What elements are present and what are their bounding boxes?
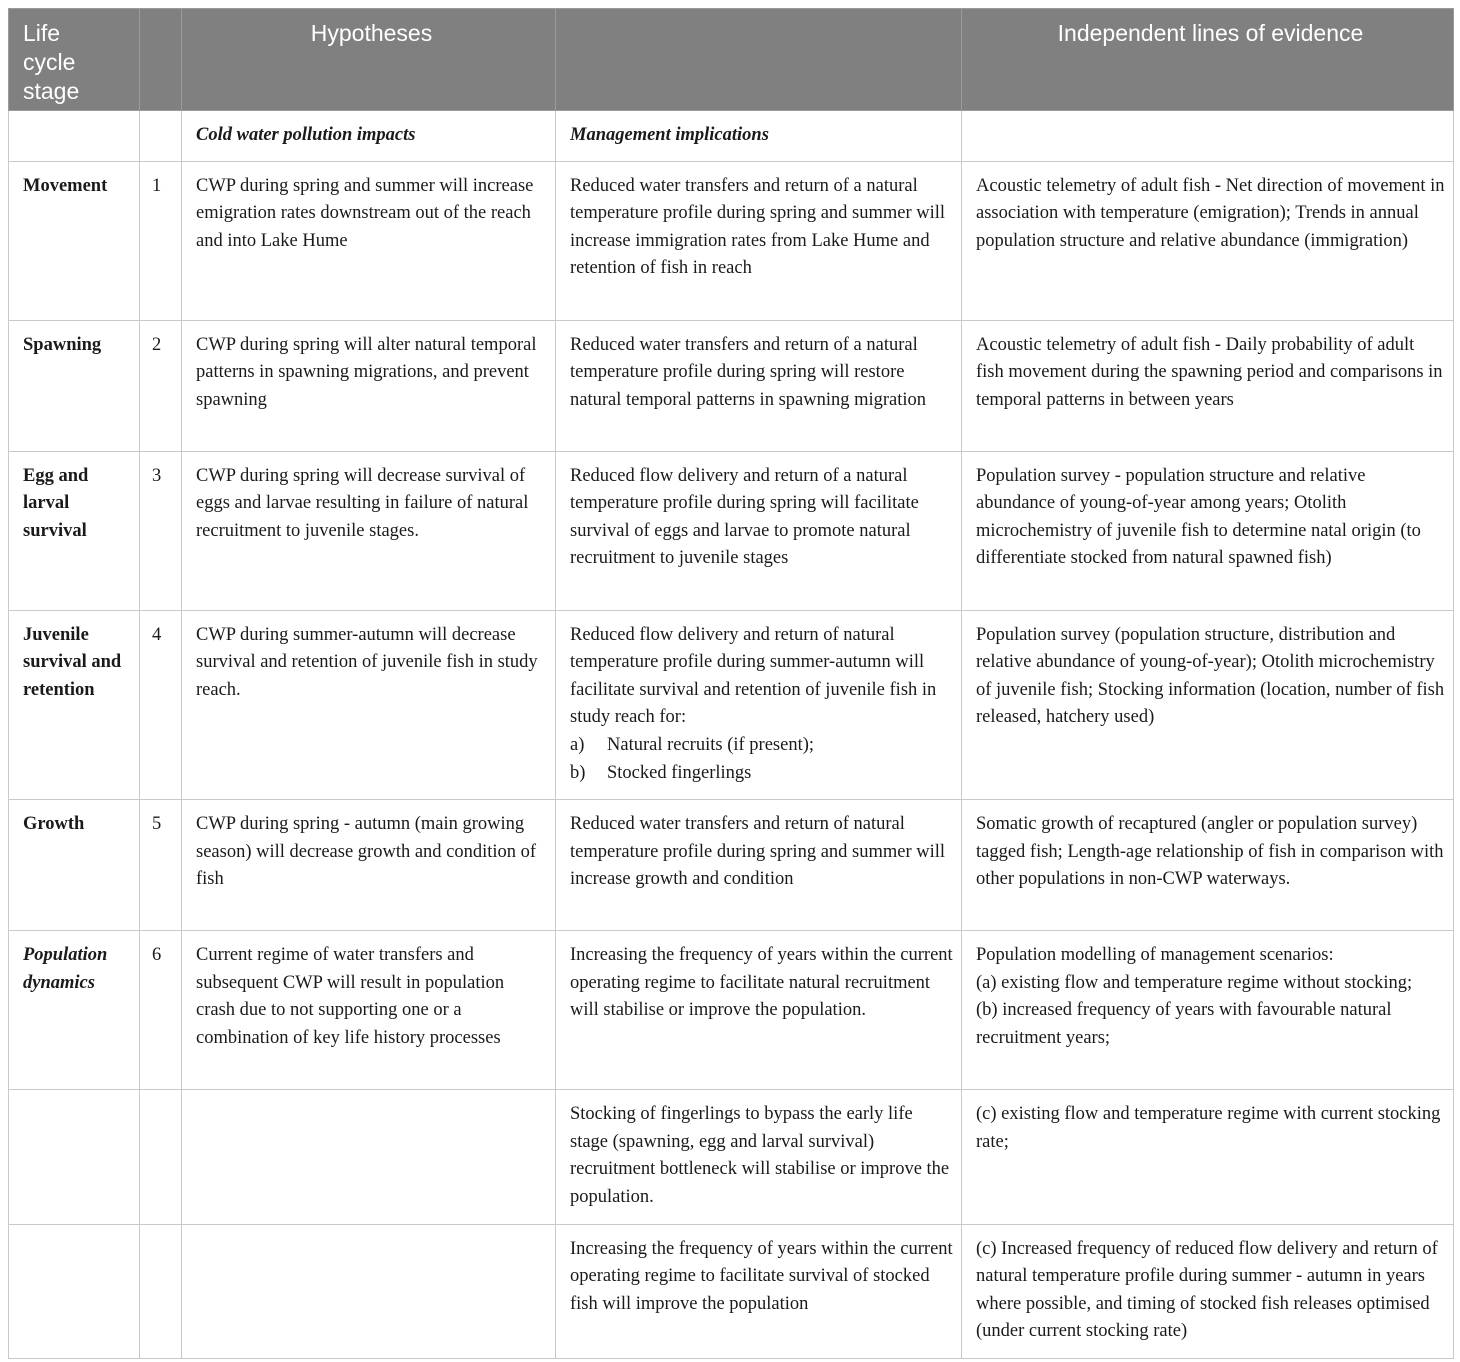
evidence-cell: Acoustic telemetry of adult fish - Net direction of movement in association with temperature (emigration); Trends in annual population structure and relative abundance (immigration) (962, 161, 1454, 320)
evidence-cell (962, 931, 1454, 1090)
subheader-empty-stage (9, 111, 140, 162)
stage-cell (9, 1090, 140, 1224)
hypothesis-number: 1 (140, 161, 182, 320)
evidence-cell: Population survey - population structure and relative abundance of young-of-year among years; Otolith microchemistry of juvenile fish to determine natal origin (to differentiate stocked from natural spawned fish) (962, 451, 1454, 610)
impact-cell: CWP during spring will alter natural temporal patterns in spawning migrations, and prevent spawning (182, 320, 556, 451)
stage-cell (9, 1224, 140, 1358)
subheader-empty-evidence (962, 111, 1454, 162)
subheader-implications: Management implications (556, 111, 962, 162)
table-row (9, 610, 1454, 800)
implication-cell: Reduced water transfers and return of natural temperature profile during spring and summer will increase growth and condition (556, 800, 962, 931)
implication-cell: Reduced water transfers and return of a natural temperature profile during spring will restore natural temporal patterns in spawning migration (556, 320, 962, 451)
stage-cell: Juvenile survival and retention (9, 610, 140, 800)
table-row (9, 800, 1454, 931)
table-row (9, 451, 1454, 610)
implication-cell: Reduced water transfers and return of a natural temperature profile during spring and summer will increase immigration rates from Lake Hume and retention of fish in reach (556, 161, 962, 320)
table-row (9, 1090, 1454, 1224)
impact-cell (182, 1224, 556, 1358)
stage-cell: Egg and larval survival (9, 451, 140, 610)
list-marker: a) (570, 734, 585, 755)
hypotheses-table (8, 8, 1454, 1359)
header-row (9, 9, 1454, 111)
stage-cell: Spawning (9, 320, 140, 451)
list-text: Natural recruits (if present); (607, 734, 815, 755)
table-row (9, 1224, 1454, 1358)
subheader-impacts: Cold water pollution impacts (182, 111, 556, 162)
list-marker: b) (570, 762, 586, 783)
table-row (9, 161, 1454, 320)
impact-cell: CWP during spring will decrease survival of eggs and larvae resulting in failure of natural recruitment to juvenile stages. (182, 451, 556, 610)
impact-cell (182, 1090, 556, 1224)
hypothesis-number: 6 (140, 931, 182, 1090)
subheader-empty-num (140, 111, 182, 162)
implication-cell: Stocking of fingerlings to bypass the early life stage (spawning, egg and larval survival) recruitment bottleneck will stabilise or improve the population. (556, 1090, 962, 1224)
hypothesis-number (140, 1224, 182, 1358)
list-item (570, 760, 953, 788)
impact-cell: CWP during spring - autumn (main growing season) will decrease growth and condition of fish (182, 800, 556, 931)
hypothesis-number: 2 (140, 320, 182, 451)
hypothesis-number: 3 (140, 451, 182, 610)
impact-cell: CWP during spring and summer will increase emigration rates downstream out of the reach and into Lake Hume (182, 161, 556, 320)
evidence-cell: (c) Increased frequency of reduced flow delivery and return of natural temperature profile during summer - autumn in years where possible, and timing of stocked fish releases optimised (under current stocking rate) (962, 1224, 1454, 1358)
evidence-cell: (c) existing flow and temperature regime with current stocking rate; (962, 1090, 1454, 1224)
evidence-line: (b) increased frequency of years with favourable natural recruitment years; (976, 1000, 1392, 1048)
table-row (9, 931, 1454, 1090)
list-text: Stocked fingerlings (607, 762, 752, 783)
header-hypotheses: Hypotheses (182, 9, 556, 111)
implication-cell (556, 610, 962, 800)
header-blank (556, 9, 962, 111)
hypothesis-number: 5 (140, 800, 182, 931)
implication-cell: Increasing the frequency of years within the current operating regime to facilitate survival of stocked fish will improve the population (556, 1224, 962, 1358)
evidence-cell: Acoustic telemetry of adult fish - Daily probability of adult fish movement during the spawning period and comparisons in temporal patterns in between years (962, 320, 1454, 451)
hypothesis-number: 4 (140, 610, 182, 800)
implication-cell: Increasing the frequency of years within the current operating regime to facilitate natural recruitment will stabilise or improve the population. (556, 931, 962, 1090)
header-life-cycle-stage: Life cycle stage (9, 9, 140, 111)
evidence-line: (a) existing flow and temperature regime without stocking; (976, 972, 1413, 993)
implication-text: Reduced flow delivery and return of natural temperature profile during summer-autumn will facilitate survival and retention of juvenile fish in study reach for: (570, 624, 937, 728)
header-number (140, 9, 182, 111)
hypothesis-number (140, 1090, 182, 1224)
table-row (9, 320, 1454, 451)
list-item (570, 732, 953, 760)
stage-cell: Movement (9, 161, 140, 320)
evidence-cell: Population survey (population structure, distribution and relative abundance of young-of-year); Otolith microchemistry of juvenile fish; Stocking information (location, number of fish released, hatchery used) (962, 610, 1454, 800)
header-evidence: Independent lines of evidence (962, 9, 1454, 111)
subheader-row (9, 111, 1454, 162)
stage-cell: Population dynamics (9, 931, 140, 1090)
evidence-line: Population modelling of management scenarios: (976, 945, 1334, 966)
implication-cell: Reduced flow delivery and return of a natural temperature profile during spring will facilitate survival of eggs and larvae to promote natural recruitment to juvenile stages (556, 451, 962, 610)
evidence-cell: Somatic growth of recaptured (angler or population survey) tagged fish; Length-age relationship of fish in comparison with other populations in non-CWP waterways. (962, 800, 1454, 931)
impact-cell: Current regime of water transfers and subsequent CWP will result in population crash due to not supporting one or a combination of key life history processes (182, 931, 556, 1090)
impact-cell: CWP during summer-autumn will decrease survival and retention of juvenile fish in study reach. (182, 610, 556, 800)
stage-cell: Growth (9, 800, 140, 931)
